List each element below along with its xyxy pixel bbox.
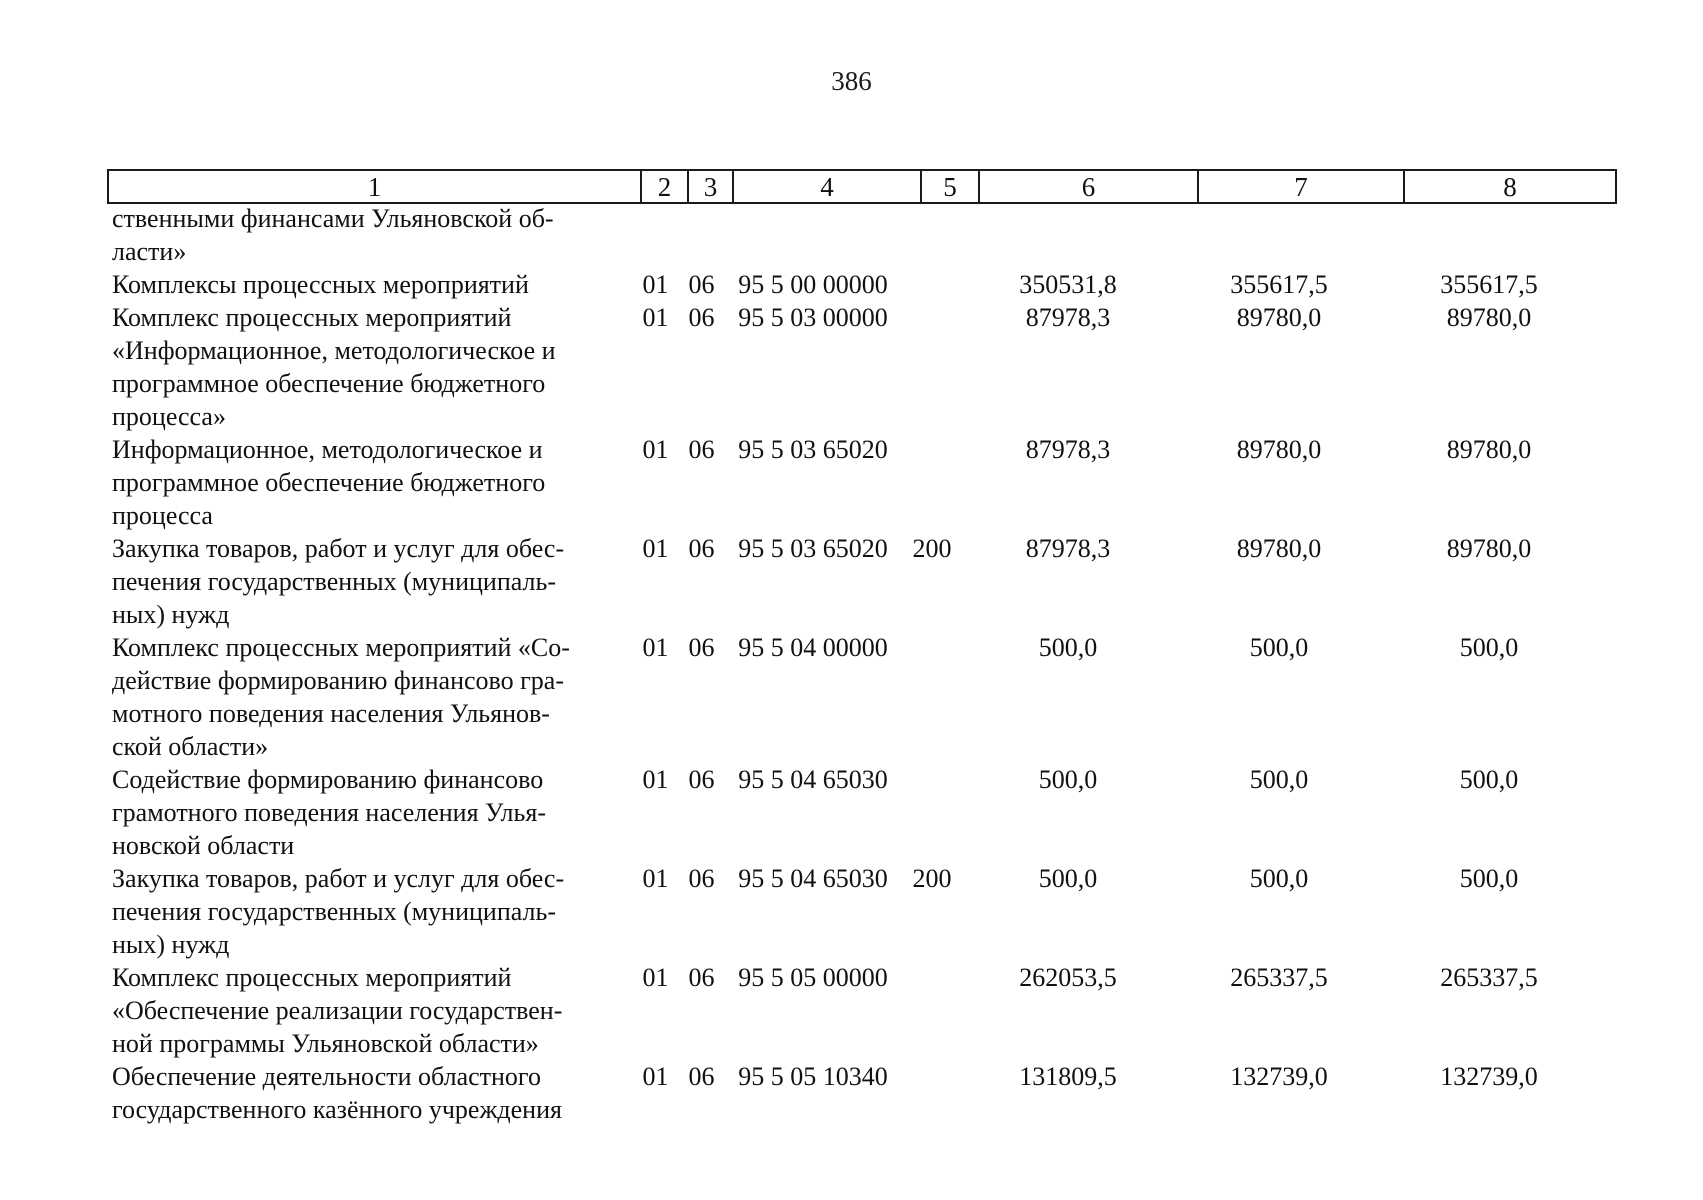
amount-col-7 (1174, 202, 1384, 268)
subsection-code: 06 (688, 864, 715, 893)
description-line: грамотного поведения населения Улья- (112, 798, 546, 827)
expense-type-code (902, 961, 962, 1060)
target-article-code: 95 5 04 00000 (738, 633, 888, 662)
expense-type-code (902, 301, 962, 433)
table-row (112, 433, 1612, 532)
description-line: ласти» (112, 237, 187, 266)
table-row (112, 301, 1612, 433)
row-description (112, 763, 632, 862)
description-line: ных) нужд (112, 930, 230, 959)
amount-col-8: 355617,5 (1440, 270, 1538, 299)
expense-type-code (902, 1060, 962, 1126)
row-description (112, 532, 632, 631)
section-code: 01 (642, 534, 669, 563)
amount-col-6 (962, 202, 1174, 268)
column-header-3: 3 (689, 171, 734, 202)
subsection-code: 06 (688, 963, 715, 992)
amount-col-7: 500,0 (1249, 633, 1309, 662)
amount-col-6: 87978,3 (1025, 534, 1111, 563)
amount-col-7: 89780,0 (1236, 435, 1322, 464)
column-header-1: 1 (109, 171, 642, 202)
target-article-code: 95 5 03 65020 (738, 435, 888, 464)
description-line: ной программы Ульяновской области» (112, 1029, 539, 1058)
description-line: государственного казённого учреждения (112, 1095, 562, 1124)
subsection-code: 06 (688, 270, 715, 299)
table-row (112, 268, 1612, 301)
description-line: «Обеспечение реализации государствен- (112, 996, 563, 1025)
row-description (112, 961, 632, 1060)
description-line: Комплекс процессных мероприятий (112, 303, 512, 332)
expense-type-code: 200 (912, 534, 952, 563)
amount-col-6: 500,0 (1038, 633, 1098, 662)
subsection-code: 06 (688, 534, 715, 563)
section-code: 01 (642, 270, 669, 299)
amount-col-8: 265337,5 (1440, 963, 1538, 992)
amount-col-8: 500,0 (1459, 633, 1519, 662)
target-article-code: 95 5 03 00000 (738, 303, 888, 332)
target-article-code: 95 5 00 00000 (738, 270, 888, 299)
amount-col-7: 355617,5 (1230, 270, 1328, 299)
target-article-code: 95 5 04 65030 (738, 864, 888, 893)
description-line: процесса (112, 501, 213, 530)
amount-col-7: 500,0 (1249, 864, 1309, 893)
description-line: Комплекс процессных мероприятий «Со- (112, 633, 570, 662)
table-body (112, 202, 1612, 1126)
expense-type-code (902, 631, 962, 763)
amount-col-8: 132739,0 (1440, 1062, 1538, 1091)
amount-col-8: 89780,0 (1446, 534, 1532, 563)
row-description (112, 301, 632, 433)
description-line: программное обеспечение бюджетного (112, 468, 546, 497)
table-row (112, 532, 1612, 631)
table-row (112, 202, 1612, 268)
row-description (112, 268, 632, 301)
amount-col-6: 500,0 (1038, 864, 1098, 893)
amount-col-7: 265337,5 (1230, 963, 1328, 992)
description-line: печения государственных (муниципаль- (112, 567, 557, 596)
column-header-6: 6 (980, 171, 1199, 202)
target-article-code: 95 5 05 10340 (738, 1062, 888, 1091)
subsection-code: 06 (688, 303, 715, 332)
table-row (112, 763, 1612, 862)
description-line: Информационное, методологическое и (112, 435, 543, 464)
target-article-code (724, 202, 902, 268)
page-number: 386 (831, 66, 872, 96)
section-code: 01 (642, 765, 669, 794)
subsection-code: 06 (688, 435, 715, 464)
section-code: 01 (642, 633, 669, 662)
description-line: мотного поведения населения Ульянов- (112, 699, 550, 728)
amount-col-6: 131809,5 (1019, 1062, 1117, 1091)
description-line: Закупка товаров, работ и услуг для обес- (112, 864, 565, 893)
table-row (112, 1060, 1612, 1126)
subsection-code: 06 (688, 633, 715, 662)
section-code: 01 (642, 1062, 669, 1091)
description-line: действие формированию финансово гра- (112, 666, 564, 695)
amount-col-8: 500,0 (1459, 765, 1519, 794)
target-article-code: 95 5 03 65020 (738, 534, 888, 563)
amount-col-7: 132739,0 (1230, 1062, 1328, 1091)
description-line: печения государственных (муниципаль- (112, 897, 557, 926)
amount-col-8: 500,0 (1459, 864, 1519, 893)
description-line: новской области (112, 831, 295, 860)
description-line: Содействие формированию финансово (112, 765, 544, 794)
row-description (112, 631, 632, 763)
subsection-code (679, 202, 724, 268)
row-description (112, 433, 632, 532)
expense-type-code (902, 433, 962, 532)
description-line: Комплекс процессных мероприятий (112, 963, 512, 992)
description-line: Закупка товаров, работ и услуг для обес- (112, 534, 565, 563)
target-article-code: 95 5 05 00000 (738, 963, 888, 992)
amount-col-7: 89780,0 (1236, 534, 1322, 563)
section-code: 01 (642, 864, 669, 893)
column-header-5: 5 (922, 171, 980, 202)
description-line: Комплексы процессных мероприятий (112, 270, 529, 299)
amount-col-8 (1384, 202, 1594, 268)
expense-type-code: 200 (912, 864, 952, 893)
target-article-code: 95 5 04 65030 (738, 765, 888, 794)
subsection-code: 06 (688, 765, 715, 794)
section-code: 01 (642, 435, 669, 464)
amount-col-7: 500,0 (1249, 765, 1309, 794)
expense-type-code (902, 763, 962, 862)
subsection-code: 06 (688, 1062, 715, 1091)
amount-col-6: 262053,5 (1019, 963, 1117, 992)
description-line: процесса» (112, 402, 226, 431)
description-line: ных) нужд (112, 600, 230, 629)
amount-col-6: 87978,3 (1025, 435, 1111, 464)
row-description (112, 202, 632, 268)
amount-col-6: 87978,3 (1025, 303, 1111, 332)
row-description (112, 862, 632, 961)
table-row (112, 961, 1612, 1060)
table-row (112, 631, 1612, 763)
section-code: 01 (642, 963, 669, 992)
section-code (632, 202, 679, 268)
column-header-7: 7 (1199, 171, 1405, 202)
expense-type-code (902, 202, 962, 268)
amount-col-6: 500,0 (1038, 765, 1098, 794)
column-header-2: 2 (642, 171, 689, 202)
description-line: ственными финансами Ульяновской об- (112, 204, 554, 233)
section-code: 01 (642, 303, 669, 332)
amount-col-8: 89780,0 (1446, 303, 1532, 332)
description-line: ской области» (112, 732, 269, 761)
description-line: Обеспечение деятельности областного (112, 1062, 541, 1091)
row-description (112, 1060, 632, 1126)
amount-col-7: 89780,0 (1236, 303, 1322, 332)
column-header-4: 4 (734, 171, 922, 202)
column-header-8: 8 (1503, 172, 1517, 202)
amount-col-8: 89780,0 (1446, 435, 1532, 464)
description-line: «Информационное, методологическое и (112, 336, 556, 365)
column-header-row (107, 169, 1617, 204)
expense-type-code (902, 268, 962, 301)
description-line: программное обеспечение бюджетного (112, 369, 546, 398)
amount-col-6: 350531,8 (1019, 270, 1117, 299)
table-row (112, 862, 1612, 961)
